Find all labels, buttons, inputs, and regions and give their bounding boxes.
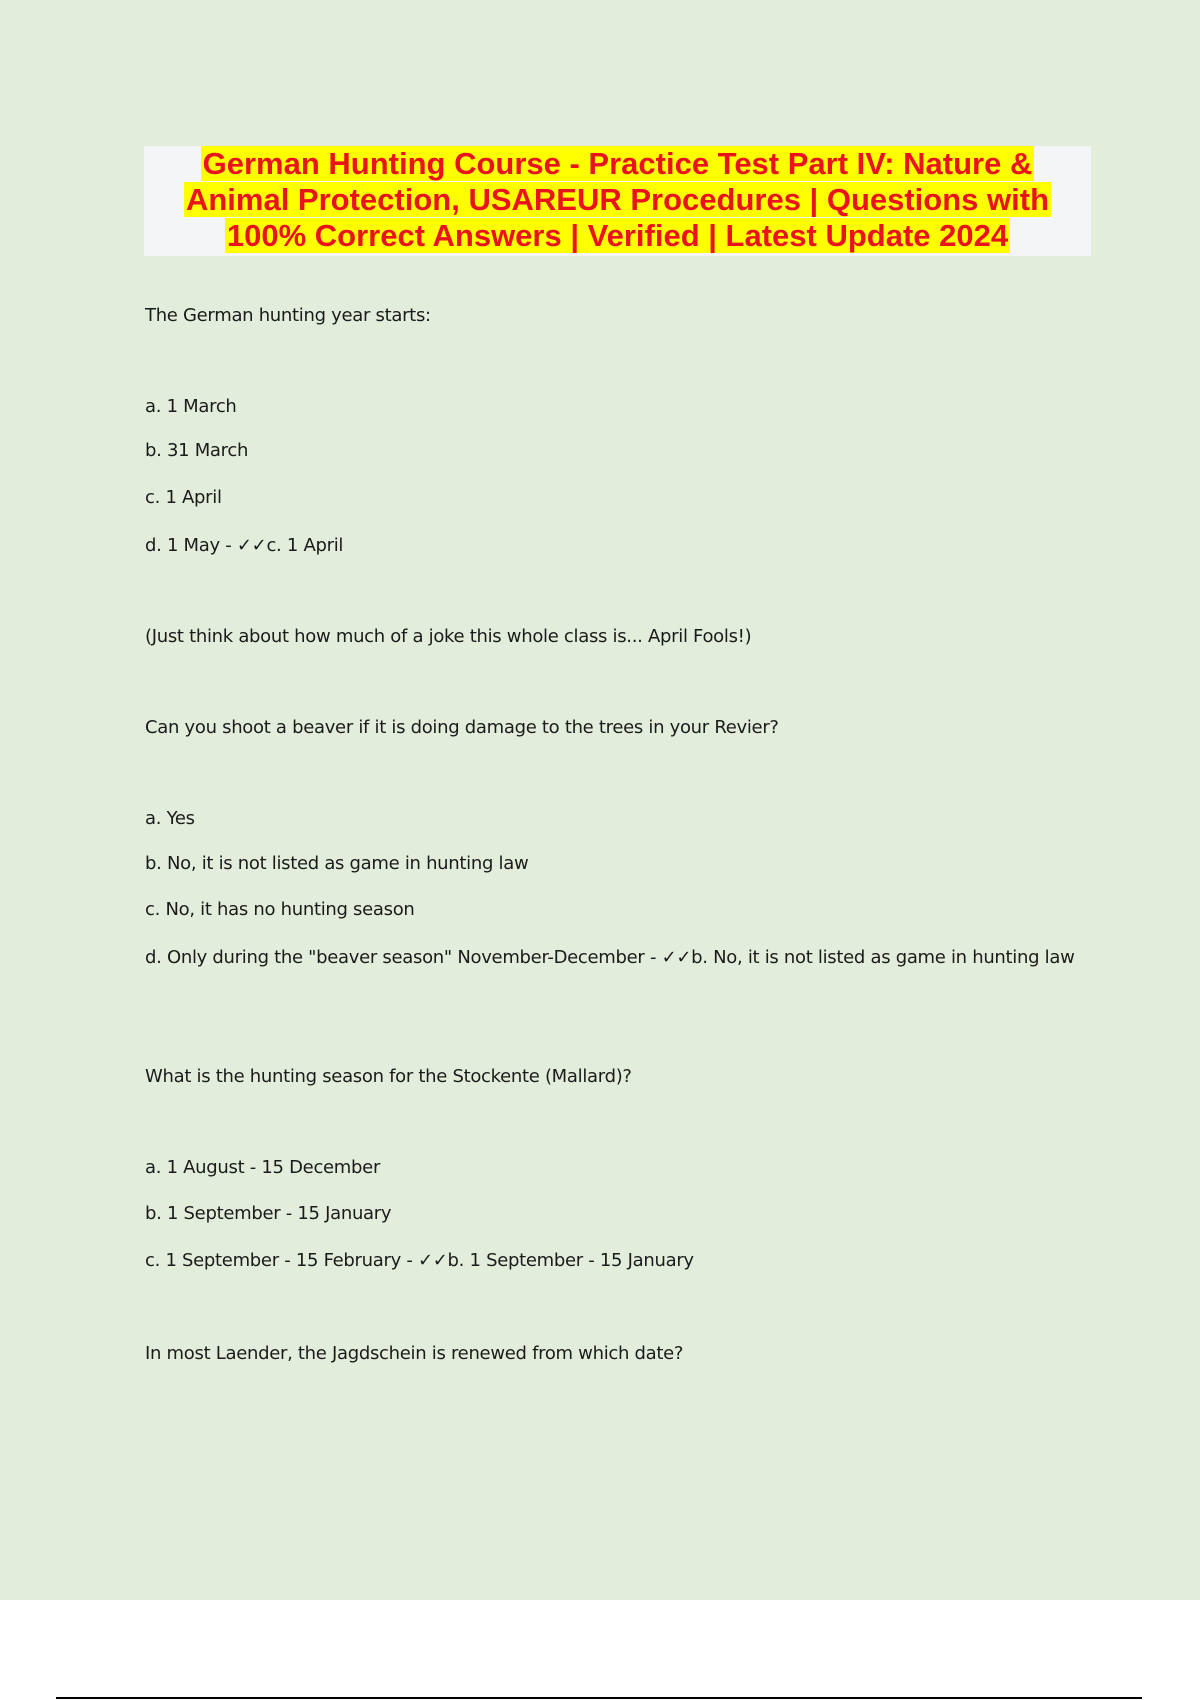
question-2-option-b: b. No, it is not listed as game in hunting law [145, 853, 529, 874]
document-title [144, 146, 1091, 254]
question-3-option-c-answer: c. 1 September - 15 February - ✓✓b. 1 September - 15 January [145, 1250, 694, 1271]
question-1-text: The German hunting year starts: [145, 305, 431, 326]
question-1-note: (Just think about how much of a joke this whole class is... April Fools!) [145, 626, 752, 647]
footer-rule [56, 1697, 1142, 1699]
question-2-option-c: c. No, it has no hunting season [145, 899, 415, 920]
question-3-text: What is the hunting season for the Stockente (Mallard)? [145, 1066, 632, 1087]
question-1-option-d-answer: d. 1 May - ✓✓c. 1 April [145, 535, 344, 556]
question-3-option-a: a. 1 August - 15 December [145, 1157, 381, 1178]
title-line-3: 100% Correct Answers | Verified | Latest Update 2024 [226, 218, 1009, 253]
question-2-text: Can you shoot a beaver if it is doing damage to the trees in your Revier? [145, 717, 779, 738]
title-banner [144, 146, 1091, 256]
question-2-option-a: a. Yes [145, 808, 195, 829]
question-3-option-b: b. 1 September - 15 January [145, 1203, 392, 1224]
question-1-option-c: c. 1 April [145, 487, 222, 508]
title-line-1: German Hunting Course - Practice Test Part IV: Nature & [202, 146, 1033, 181]
question-2-option-d-answer: d. Only during the "beaver season" November-December - ✓✓b. No, it is not listed as game in hunting law [145, 947, 1075, 968]
question-1-option-b: b. 31 March [145, 440, 249, 461]
question-4-text: In most Laender, the Jagdschein is renewed from which date? [145, 1343, 684, 1364]
question-1-option-a: a. 1 March [145, 396, 237, 417]
title-line-2: Animal Protection, USAREUR Procedures | Questions with [185, 182, 1050, 217]
